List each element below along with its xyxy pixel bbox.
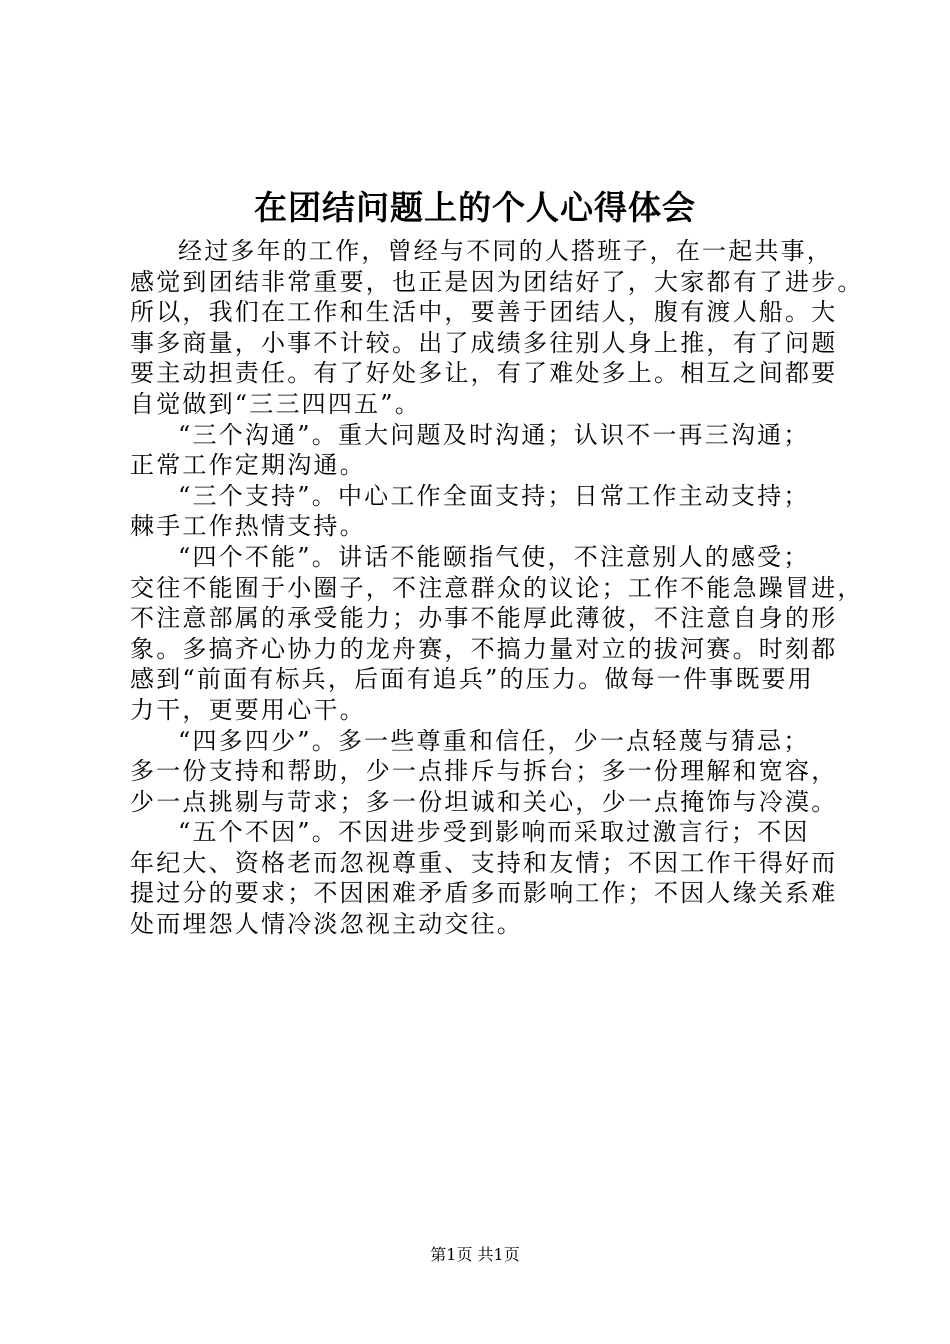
document-body [130,236,864,940]
body-line: “三个沟通”。重大问题及时沟通；认识不一再三沟通； [178,420,810,449]
body-line: 感觉到团结非常重要，也正是因为团结好了，大家都有了进步。 [130,267,864,296]
body-line: 不注意部属的承受能力；办事不能厚此薄彼，不注意自身的形 [130,604,838,633]
body-line: 事多商量，小事不计较。出了成绩多往别人身上推，有了问题 [130,328,838,357]
document-title: 在团结问题上的个人心得体会 [254,188,696,227]
body-line: 感到“前面有标兵，后面有追兵”的压力。做每一件事既要用 [130,665,814,694]
body-line: “五个不因”。不因进步受到影响而采取过激言行；不因 [178,818,810,847]
body-line: 所以，我们在工作和生活中，要善于团结人，腹有渡人船。大 [130,298,838,327]
body-line: 要主动担责任。有了好处多让，有了难处多上。相互之间都要 [130,359,838,388]
page-footer: 第1页 共1页 [430,1245,520,1264]
body-line: 象。多搞齐心协力的龙舟赛，不搞力量对立的拔河赛。时刻都 [130,634,838,663]
body-line: 提过分的要求；不因困难矛盾多而影响工作；不因人缘关系难 [130,879,838,908]
body-line: 处而埋怨人情冷淡忽视主动交往。 [130,910,523,939]
body-line: “四多四少”。多一些尊重和信任，少一点轻蔑与猜忌； [178,726,810,755]
body-line: 少一点挑剔与苛求；多一份坦诚和关心，少一点掩饰与冷漠。 [130,787,838,816]
body-line: 交往不能囿于小圈子，不注意群众的议论；工作不能急躁冒进， [130,573,864,602]
body-line: 年纪大、资格老而忽视尊重、支持和友情；不因工作干得好而 [130,848,838,877]
body-line: 自觉做到“三三四四五”。 [130,389,421,418]
body-line: “四个不能”。讲话不能颐指气使，不注意别人的感受； [178,542,810,571]
body-line: 正常工作定期沟通。 [130,451,366,480]
body-line: 经过多年的工作，曾经与不同的人搭班子，在一起共事， [178,237,833,265]
body-line: “三个支持”。中心工作全面支持；日常工作主动支持； [178,481,810,510]
body-line: 力干，更要用心干。 [130,695,366,724]
body-line: 多一份支持和帮助，少一点排斥与拆台；多一份理解和宽容， [130,757,838,786]
body-line: 棘手工作热情支持。 [130,512,366,541]
